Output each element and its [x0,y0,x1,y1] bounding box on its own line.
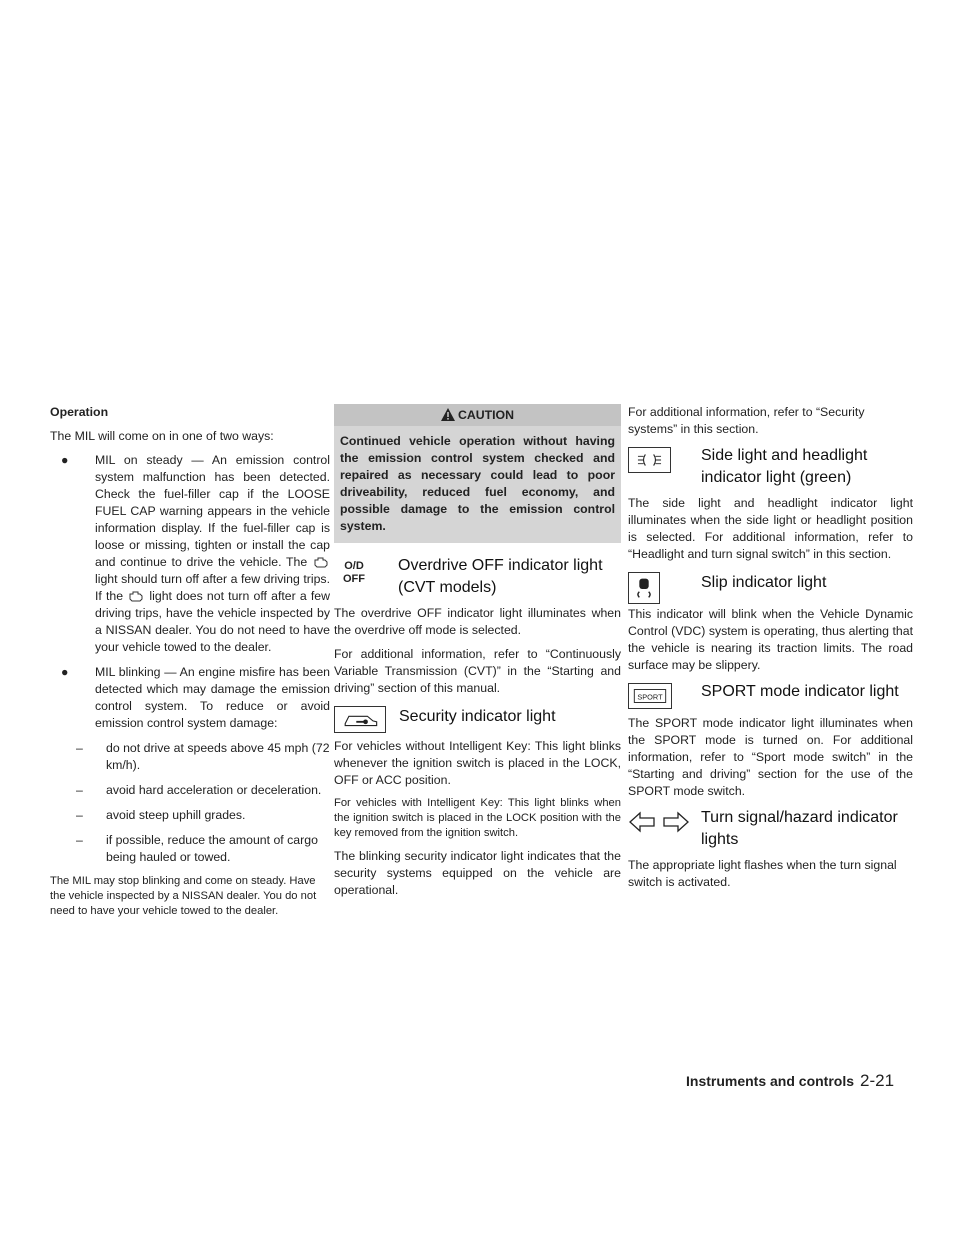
sub-item: – avoid steep uphill grades. [76,808,246,822]
security-p2: For vehicles with Intelligent Key: This light blinks when the ignition switch is placed in the LOCK position with the key removed from the ignition switch. [334,797,621,839]
bullet-mil-steady-text-b: light should turn off after a few driving trips. If the [95,572,330,603]
engine-check-icon [129,591,143,602]
overdrive-icon-bottom-text: OFF [343,573,365,585]
caution-header [334,404,621,426]
sidelight-p1: The side light and headlight indicator light illuminates when the side light or headlight position is selected. For additional information, refer to “Headlight and turn signal switch” in this section. [628,496,913,561]
operation-intro: The MIL will come on in one of two ways: [50,429,274,443]
section-security [334,704,621,738]
security-car-key-icon [334,706,386,733]
sport-mode-icon [628,683,672,709]
turn-p1: The appropriate light flashes when the turn signal switch is activated. [628,858,897,889]
page-footer [686,1071,894,1091]
bullet-mil-steady [50,452,330,656]
section-slip [628,570,913,606]
slip-title: Slip indicator light [701,574,827,591]
overdrive-title: Overdrive OFF indicator light (CVT models) [398,557,603,596]
sub-item-text: avoid steep uphill grades. [106,808,246,822]
column-right [628,404,913,898]
turn-title: Turn signal/hazard indicator lights [701,809,898,848]
bullet-mil-blinking-text: MIL blinking — An engine misfire has been detected which may damage the emission control system. To reduce or avoid emission control system damage: [95,665,330,730]
bullet-mil-steady-text-a: MIL on steady — An emission control system malfunction has been detected. Check the fuel-filler cap if the LOOSE FUEL CAP warning appears in the vehicle information display. If the fuel-filler cap is loose or missing, tighten or install the cap and continue to drive the vehicle. The [95,453,330,569]
overdrive-p2: For additional information, refer to “Continuously Variable Transmission (CVT)” in the “Starting and driving” section of this manual. [334,647,621,695]
operation-note: The MIL may stop blinking and come on steady. Have the vehicle inspected by a NISSAN dealer. You do not need to have your vehicle towed to the dealer. [50,875,317,917]
sport-title: SPORT mode indicator light [701,683,899,700]
slip-p1: This indicator will blink when the Vehicle Dynamic Control (VDC) system is operating, thus alerting that the vehicle is nearing its traction limits. The road surface may be slippery. [628,607,913,672]
bullet-dot-icon: ● [61,665,69,679]
security-p4: For additional information, refer to “Security systems” in this section. [628,405,865,436]
sub-item: – do not drive at speeds above 45 mph (72 km/h). [76,741,330,772]
caution-box [334,404,621,543]
engine-check-icon [314,557,328,568]
bullet-dot-icon: ● [61,453,69,467]
sub-item-text: if possible, reduce the amount of cargo being hauled or towed. [106,833,318,864]
overdrive-off-icon [334,557,374,587]
section-overdrive [334,555,621,599]
sub-item-text: avoid hard acceleration or deceleration. [106,783,322,797]
sub-item: – if possible, reduce the amount of cargo being hauled or towed. [76,833,318,864]
page-number: 2-21 [860,1071,895,1090]
security-p3: The blinking security indicator light indicates that the security systems equipped on the vehicle are operational. [334,849,621,897]
caution-text: Continued vehicle operation without having the emission control system checked and repaired as necessary could lead to poor driveability, reduced fuel economy, and possible damage to the emission control system. [340,434,615,533]
sport-icon-text: SPORT [637,692,663,702]
column-middle [334,404,621,906]
section-sport [628,681,913,715]
footer-section-title: Instruments and controls [686,1073,855,1089]
sidelight-title: Side light and headlight indicator light (green) [701,447,868,486]
side-light-headlight-icon [628,447,671,473]
section-sidelight [628,445,913,489]
caution-title: CAUTION [457,408,514,422]
section-turn [628,807,913,851]
column-left [50,404,330,926]
sub-item-text: do not drive at speeds above 45 mph (72 km/h). [106,741,330,772]
turn-signal-icon [628,809,690,835]
warning-triangle-icon [441,408,455,421]
overdrive-icon-top-text: O/D [344,560,364,572]
bullet-mil-steady-text-c: light does not turn off after a few driving trips, have the vehicle inspected by a NISSAN dealer. You do not need to have your vehicle towed to the dealer. [95,589,330,654]
slip-indicator-icon [628,572,660,604]
security-p1: For vehicles without Intelligent Key: This light blinks whenever the ignition switch is placed in the LOCK, OFF or ACC position. [334,739,621,787]
sport-p1: The SPORT mode indicator light illuminates when the SPORT mode is turned on. For additional information, refer to “Sport mode switch” in the “Starting and driving” section for the use of the SPORT mode switch. [628,716,913,798]
sub-item: – avoid hard acceleration or deceleration. [76,783,322,797]
operation-heading: Operation [50,405,109,419]
security-title: Security indicator light [399,708,556,725]
overdrive-p1: The overdrive OFF indicator light illuminates when the overdrive off mode is selected. [334,606,621,637]
bullet-mil-blinking [50,664,330,732]
